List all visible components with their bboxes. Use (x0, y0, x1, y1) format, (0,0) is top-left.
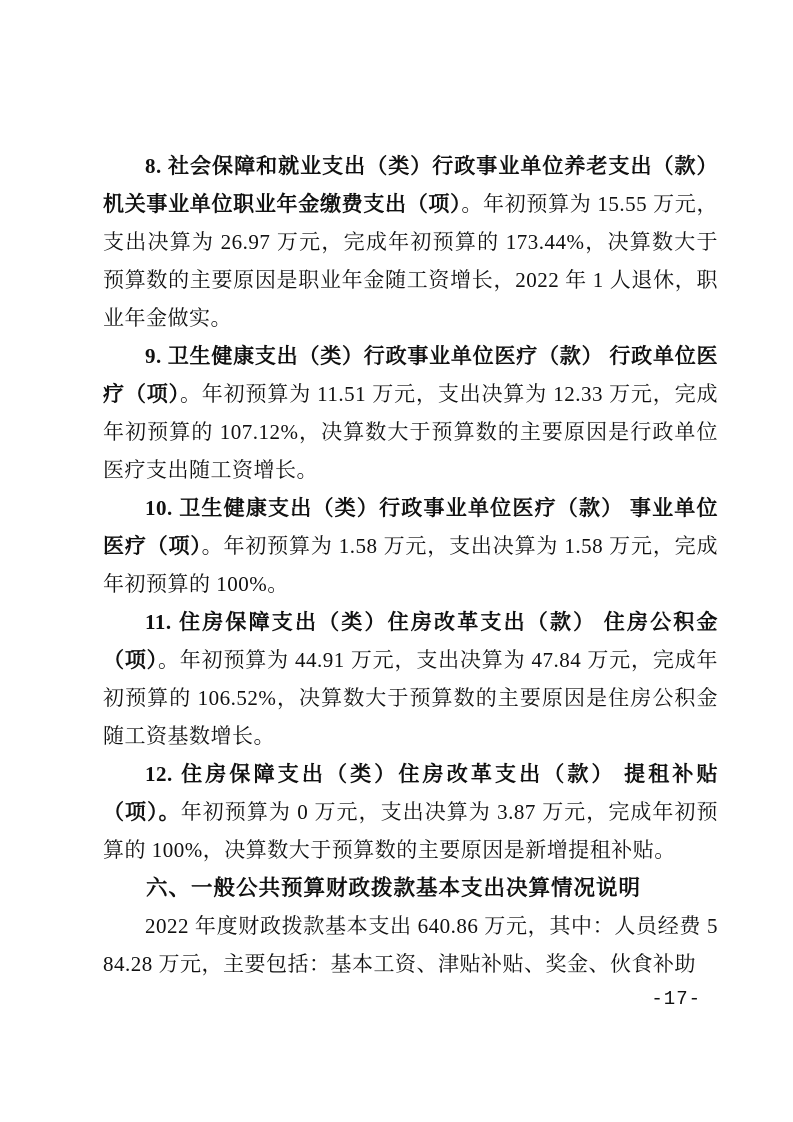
budget-item-11-heading: 11. 住房保障支出（类）住房改革支出（款） 住房公积金（项） (103, 610, 718, 672)
closing-paragraph: 2022 年度财政拨款基本支出 640.86 万元，其中：人员经费 584.28 万元，主要包括：基本工资、津贴补贴、奖金、伙食补助 (103, 914, 718, 976)
budget-item-12-body: 年初预算为 0 万元，支出决算为 3.87 万元，完成年初预算的 100%，决算数大于预算数的主要原因是新增提租补贴。 (103, 800, 719, 862)
budget-item-9-heading: 9. 卫生健康支出（类）行政事业单位医疗（款） 行政单位医疗（项） (103, 344, 718, 406)
budget-item-10-heading: 10. 卫生健康支出（类）行政事业单位医疗（款） 事业单位医疗（项） (103, 496, 718, 558)
budget-item-9 (103, 337, 718, 489)
budget-item-8-heading: 8. 社会保障和就业支出（类）行政事业单位养老支出（款）机关事业单位职业年金缴费支出（项） (103, 154, 718, 216)
budget-item-10-body: 。年初预算为 1.58 万元，支出决算为 1.58 万元，完成年初预算的 100%。 (103, 534, 719, 596)
page-number: -17- (651, 988, 701, 1010)
budget-item-12-heading: 12. 住房保障支出（类）住房改革支出（款） 提租补贴（项）。 (103, 762, 718, 824)
budget-item-11-body: 。年初预算为 44.91 万元，支出决算为 47.84 万元，完成年初预算的 106.52%，决算数大于预算数的主要原因是住房公积金随工资基数增长。 (103, 648, 719, 748)
section-heading-6: 六、一般公共预算财政拨款基本支出决算情况说明 (146, 876, 642, 900)
budget-item-10 (103, 489, 718, 603)
budget-item-8-body: 。年初预算为 15.55 万元，支出决算为 26.97 万元，完成年初预算的 173.44%，决算数大于预算数的主要原因是职业年金随工资增长，2022 年 1 人退休，职业年金做实。 (103, 192, 719, 330)
budget-item-12 (103, 755, 718, 869)
budget-item-8 (103, 147, 718, 337)
document-body (103, 147, 718, 983)
budget-item-11 (103, 603, 718, 755)
budget-item-9-body: 。年初预算为 11.51 万元，支出决算为 12.33 万元，完成年初预算的 107.12%，决算数大于预算数的主要原因是行政单位医疗支出随工资增长。 (103, 382, 718, 482)
